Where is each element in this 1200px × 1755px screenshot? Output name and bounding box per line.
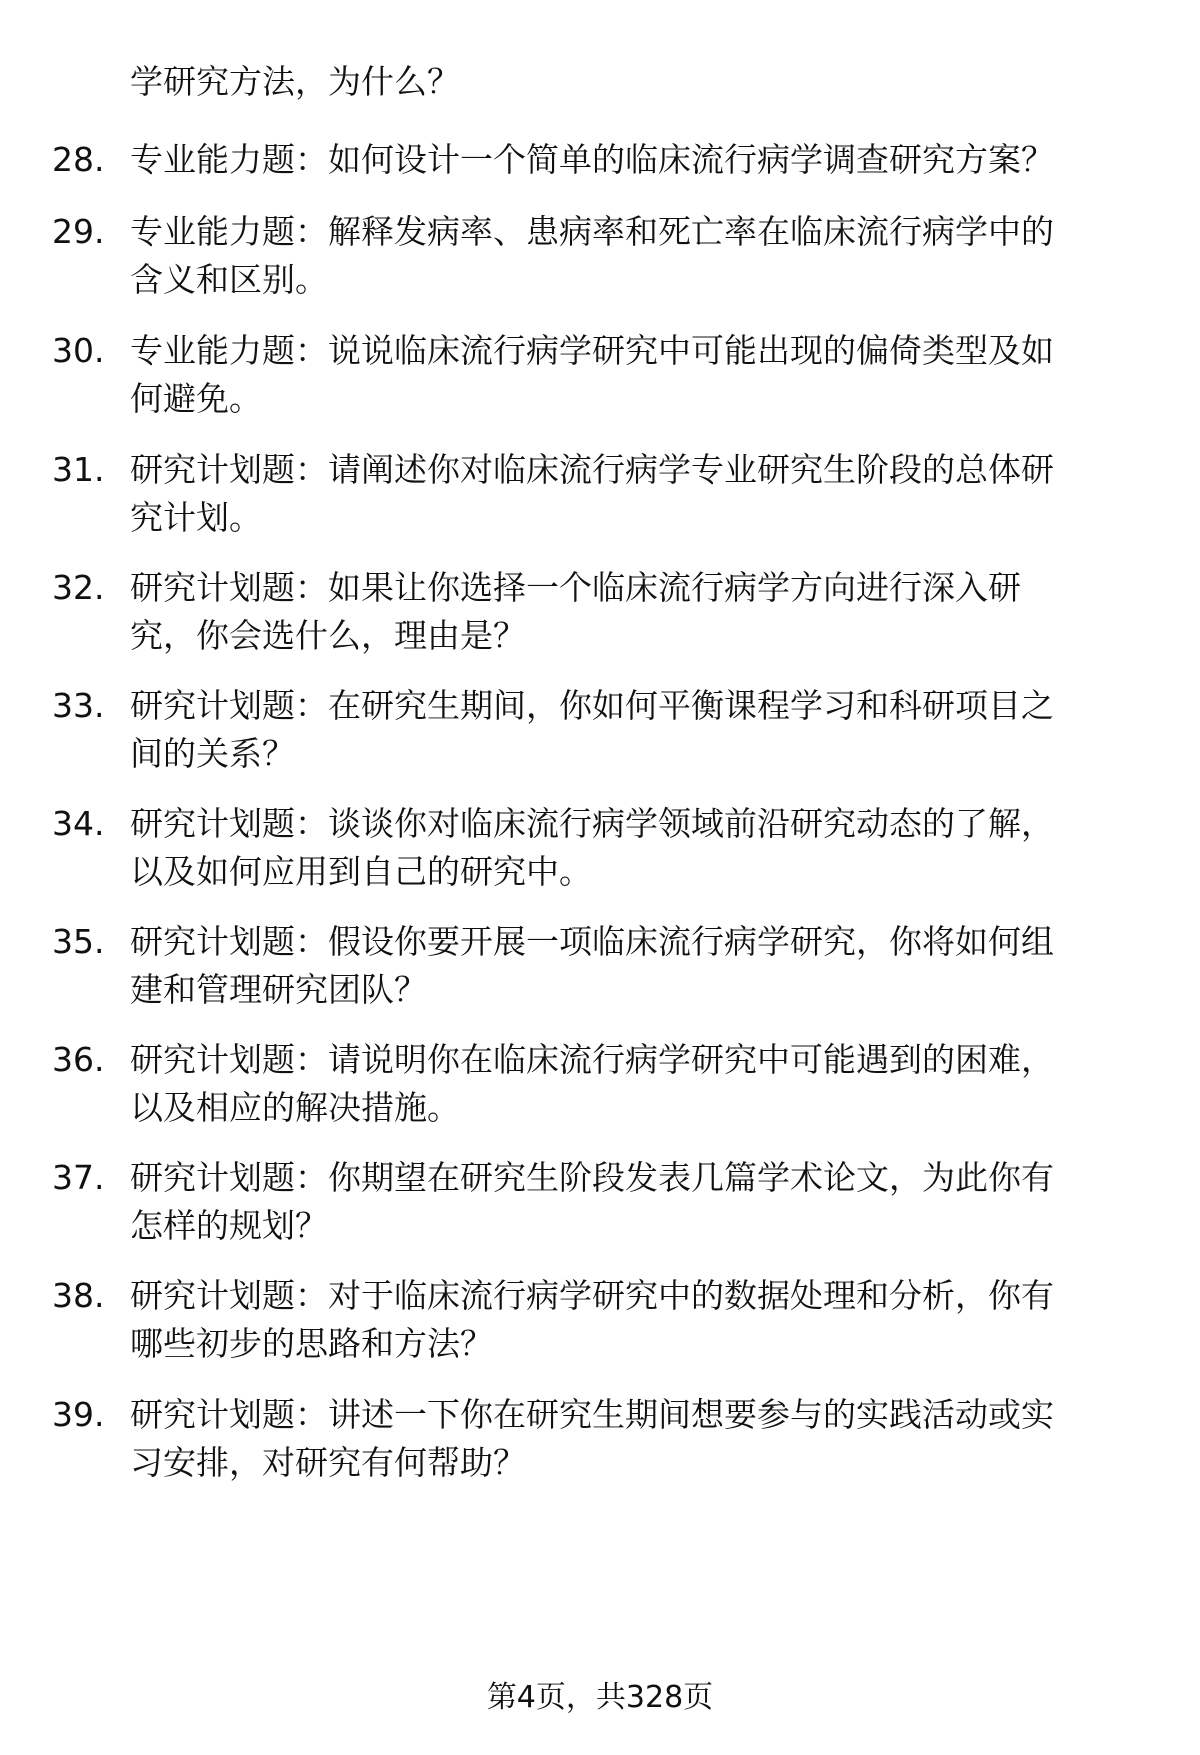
question-text <box>130 1154 1140 1250</box>
question-text-line: 专业能力题：如何设计一个简单的临床流行病学调查研究方案？ <box>130 140 1054 179</box>
question-text-line: 哪些初步的思路和方法？ <box>130 1324 493 1363</box>
question-number: 31. <box>52 450 105 489</box>
question-text <box>130 1036 1140 1132</box>
question-text <box>130 327 1140 423</box>
question-text-line: 建和管理研究团队？ <box>130 970 427 1009</box>
question-text-line: 研究计划题：假设你要开展一项临床流行病学研究，你将如何组 <box>130 922 1054 961</box>
question-text-line: 何避免。 <box>130 379 262 418</box>
question-number: 30. <box>52 331 105 370</box>
question-text <box>130 1391 1140 1487</box>
question-text <box>130 918 1140 1014</box>
question-text-line: 研究计划题：请说明你在临床流行病学研究中可能遇到的困难， <box>130 1040 1054 1079</box>
question-text <box>130 682 1140 778</box>
question-number: 28. <box>52 140 105 179</box>
question-number: 29. <box>52 212 105 251</box>
question-text-line: 研究计划题：你期望在研究生阶段发表几篇学术论文，为此你有 <box>130 1158 1054 1197</box>
question-text-line: 怎样的规划？ <box>130 1206 328 1245</box>
question-text-line: 究，你会选什么，理由是？ <box>130 616 526 655</box>
question-text <box>130 208 1140 304</box>
question-number: 32. <box>52 568 105 607</box>
continuation-text: 学研究方法，为什么？ <box>130 62 460 101</box>
question-text-line: 以及相应的解决措施。 <box>130 1088 460 1127</box>
question-number: 36. <box>52 1040 105 1079</box>
question-text <box>130 136 1140 184</box>
question-text-line: 研究计划题：对于临床流行病学研究中的数据处理和分析，你有 <box>130 1276 1054 1315</box>
question-number: 39. <box>52 1395 105 1434</box>
question-text-line: 以及如何应用到自己的研究中。 <box>130 852 592 891</box>
question-number: 33. <box>52 686 105 725</box>
question-text-line: 研究计划题：在研究生期间，你如何平衡课程学习和科研项目之 <box>130 686 1054 725</box>
question-number: 37. <box>52 1158 105 1197</box>
question-text-line: 含义和区别。 <box>130 260 328 299</box>
question-text-line: 研究计划题：讲述一下你在研究生期间想要参与的实践活动或实 <box>130 1395 1054 1434</box>
question-number: 35. <box>52 922 105 961</box>
question-number: 38. <box>52 1276 105 1315</box>
question-text <box>130 446 1140 542</box>
question-text <box>130 564 1140 660</box>
question-text <box>130 1272 1140 1368</box>
question-text-line: 研究计划题：谈谈你对临床流行病学领域前沿研究动态的了解， <box>130 804 1054 843</box>
question-number: 34. <box>52 804 105 843</box>
question-text-line: 间的关系？ <box>130 734 295 773</box>
question-text-line: 专业能力题：说说临床流行病学研究中可能出现的偏倚类型及如 <box>130 331 1054 370</box>
question-text-line: 研究计划题：如果让你选择一个临床流行病学方向进行深入研 <box>130 568 1021 607</box>
question-text-line: 研究计划题：请阐述你对临床流行病学专业研究生阶段的总体研 <box>130 450 1054 489</box>
question-text-line: 究计划。 <box>130 498 262 537</box>
question-text-line: 习安排，对研究有何帮助？ <box>130 1443 526 1482</box>
question-text-line: 专业能力题：解释发病率、患病率和死亡率在临床流行病学中的 <box>130 212 1054 251</box>
question-text <box>130 800 1140 896</box>
page-footer: 第4页，共328页 <box>486 1680 714 1715</box>
